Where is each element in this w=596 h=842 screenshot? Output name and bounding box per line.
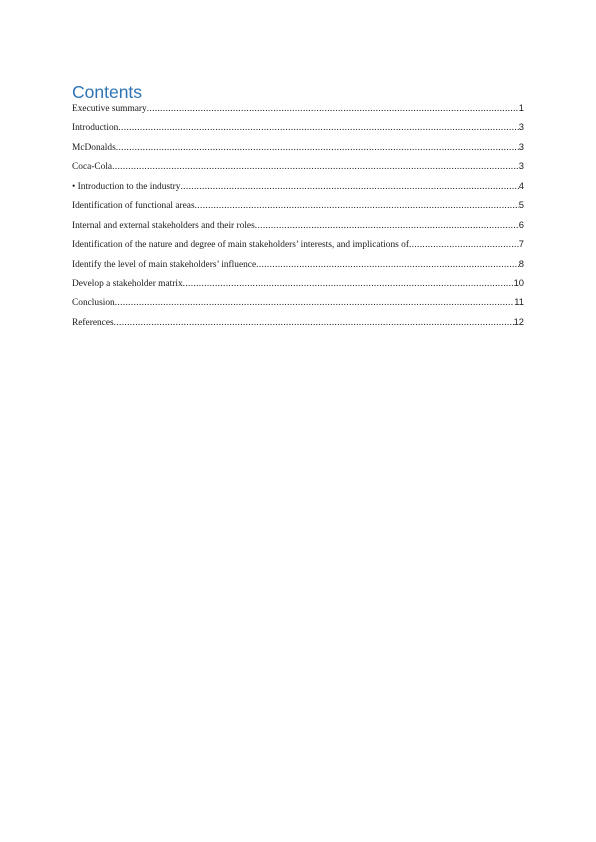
toc-entry-title: Identification of functional areas bbox=[72, 201, 195, 212]
toc-entry-page-number: 3 bbox=[518, 160, 524, 172]
toc-entry-introduction[interactable] bbox=[72, 121, 524, 140]
toc-entry-mcdonalds[interactable] bbox=[72, 141, 524, 160]
toc-entry-stakeholder-matrix[interactable] bbox=[72, 277, 524, 296]
toc-entry-page-number: 5 bbox=[518, 199, 524, 211]
dot-leader bbox=[118, 123, 518, 133]
toc-entry-page-number: 4 bbox=[518, 179, 524, 191]
toc-entry-page-number: 3 bbox=[518, 121, 524, 133]
toc-entry-page-number: 1 bbox=[518, 102, 524, 113]
dot-leader bbox=[115, 298, 515, 308]
toc-entry-functional-areas[interactable] bbox=[72, 199, 524, 218]
toc-entry-title: Internal and external stakeholders and their roles bbox=[72, 220, 255, 231]
toc-entry-title: Develop a stakeholder matrix bbox=[72, 278, 183, 289]
toc-entry-introduction-to-industry[interactable] bbox=[72, 180, 524, 199]
toc-entry-conclusion[interactable] bbox=[72, 296, 524, 315]
toc-entry-title: Introduction bbox=[72, 123, 119, 134]
toc-entry-title: McDonalds bbox=[72, 142, 116, 153]
toc-entry-page-number: 3 bbox=[518, 140, 524, 152]
toc-entry-page-number: 10 bbox=[513, 276, 524, 288]
dot-leader bbox=[409, 240, 519, 250]
toc-entry-coca-cola[interactable] bbox=[72, 160, 524, 179]
toc-entry-title: Identify the level of main stakeholders’ influence bbox=[72, 259, 257, 270]
dot-leader bbox=[256, 260, 519, 270]
dot-leader bbox=[180, 182, 518, 192]
toc-entry-title: References bbox=[72, 317, 114, 328]
toc-entry-title: Conclusion bbox=[72, 298, 115, 309]
toc-entry-stakeholders-interests[interactable] bbox=[72, 238, 524, 257]
toc-entry-page-number: 11 bbox=[514, 296, 524, 308]
dot-leader bbox=[147, 104, 519, 114]
dot-leader bbox=[255, 221, 519, 231]
toc-entry-title: Coca-Cola bbox=[72, 162, 113, 173]
toc-entry-title: Executive summary bbox=[72, 104, 147, 114]
toc-entry-stakeholders-roles[interactable] bbox=[72, 219, 524, 238]
toc-heading: Contents bbox=[72, 82, 143, 102]
dot-leader bbox=[116, 143, 519, 153]
toc-entry-title: Identification of the nature and degree of main stakeholders’ interests, and implications of bbox=[72, 240, 409, 251]
table-of-contents bbox=[72, 102, 524, 335]
dot-leader bbox=[112, 162, 519, 172]
toc-entry-page-number: 12 bbox=[513, 315, 524, 327]
toc-entry-stakeholders-influence[interactable] bbox=[72, 258, 524, 277]
toc-entry-references[interactable] bbox=[72, 316, 524, 335]
dot-leader bbox=[195, 201, 519, 211]
dot-leader bbox=[114, 318, 514, 328]
toc-entry-page-number: 7 bbox=[518, 238, 524, 250]
toc-entry-executive-summary[interactable] bbox=[72, 102, 524, 121]
toc-entry-title: • Introduction to the industry bbox=[72, 181, 181, 192]
dot-leader bbox=[183, 279, 514, 289]
toc-entry-page-number: 6 bbox=[518, 218, 524, 230]
toc-entry-page-number: 8 bbox=[518, 257, 524, 269]
